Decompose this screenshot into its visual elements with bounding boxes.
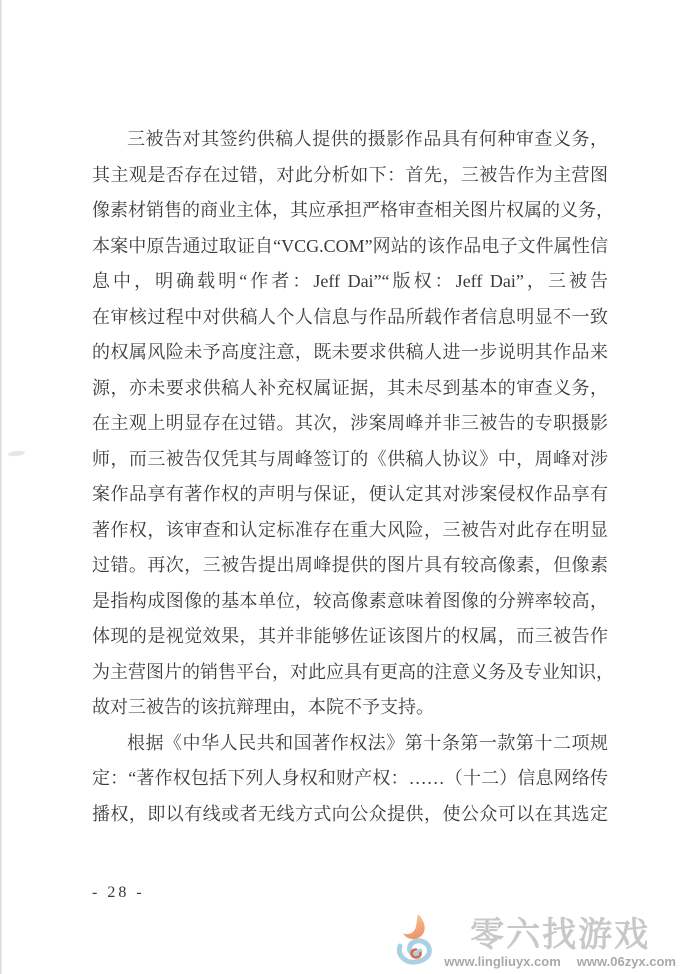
text-line: 案作品享有著作权的声明与保证，便认定其对涉案侵权作品享有: [92, 484, 608, 504]
text-line: 息中，明确载明“作者：Jeff Dai”“版权：Jeff Dai”，三被告: [92, 271, 608, 291]
watermark-url-left: www.lingliuyx.com: [444, 953, 561, 969]
text-line: 根据《中华人民共和国著作权法》第十条第一款第十二项规: [127, 732, 608, 753]
text-line: 定：“著作权包括下列人身权和财产权：……（十二）信息网络传: [92, 768, 608, 788]
text-line: 为主营图片的销售平台，对此应具有更高的注意义务及专业知识，: [92, 661, 614, 682]
text-line: 在主观上明显存在过错。其次，涉案周峰并非三被告的专职摄影: [92, 413, 608, 433]
text-line: 像素材销售的商业主体，其应承担严格审查相关图片权属的义务，: [92, 200, 614, 220]
watermark: [391, 913, 676, 971]
margin-smudge-artifact: [8, 450, 25, 457]
scan-edge-artifact: [0, 0, 2, 974]
swirl-shape: [400, 941, 430, 962]
text-line: 体现的是视觉效果，其并非能够佐证该图片的权属，而三被告作: [92, 626, 608, 646]
watermark-urls: [444, 954, 676, 969]
watermark-url-right: www.06zyx.com: [576, 953, 676, 969]
text-line: 师，而三被告仅凭其与周峰签订的《供稿人协议》中，周峰对涉: [92, 448, 608, 469]
text-line: 的权属风险未予高度注意，既未要求供稿人进一步说明其作品来: [92, 342, 608, 362]
watermark-swirl-logo-icon: [391, 913, 435, 965]
text-line: 源，亦未要求供稿人补充权属证据，其未尽到基本的审查义务，: [92, 377, 608, 398]
flame-shape: [403, 914, 425, 939]
text-line: 播权，即以有线或者无线方式向公众提供，使公众可以在其选定: [92, 803, 608, 824]
text-line: 过错。再次，三被告提出周峰提供的图片具有较高像素，但像素: [92, 555, 608, 575]
text-line: 本案中原告通过取证自“VCG.COM”网站的该作品电子文件属性信: [92, 235, 608, 256]
watermark-brand-text: 零六找游戏: [470, 915, 651, 954]
text-line: 是指构成图像的基本单位，较高像素意味着图像的分辨率较高，: [92, 590, 608, 611]
text-line: 故对三被告的该抗辩理由，本院不予支持。: [92, 697, 434, 717]
text-line: 三被告对其签约供稿人提供的摄影作品具有何种审查义务，: [127, 129, 608, 149]
body-text: [92, 122, 614, 832]
text-line: 著作权，该审查和认定标准存在重大风险，三被告对此存在明显: [92, 519, 608, 540]
text-line: 其主观是否存在过错，对此分析如下：首先，三被告作为主营图: [92, 164, 608, 185]
page-number: - 28 -: [92, 884, 145, 901]
text-line: 在审核过程中对供稿人个人信息与作品所载作者信息明显不一致: [92, 306, 608, 327]
